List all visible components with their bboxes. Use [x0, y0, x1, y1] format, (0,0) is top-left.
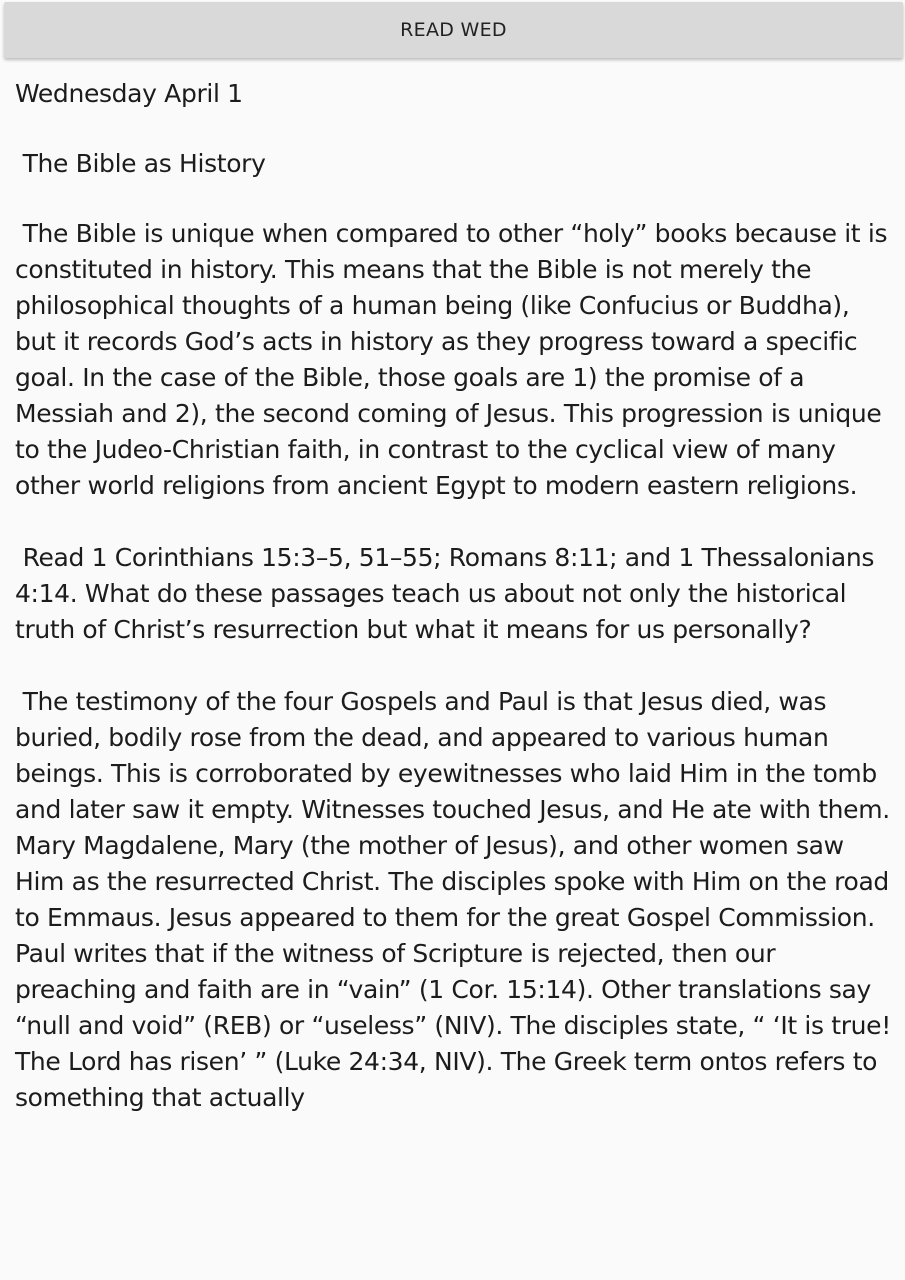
lesson-paragraph: The testimony of the four Gospels and Paul is that Jesus died, was buried, bodily rose from the dead, and appeared to various human beings. This is corroborated by eyewitnesses who laid Him in the tomb and later saw it empty. Witnesses touched Jesus, and He ate with them. Mary Magdalene, Mary (the mother of Jesus), and other women saw Him as the resurrected Christ. The disciples spoke with Him on the road to Emmaus. Jesus appeared to them for the great Gospel Commission. Paul writes that if the witness of Scripture is rejected, then our preaching and faith are in “vain” (1 Cor. 15:14). Other translations say “null and void” (REB) or “useless” (NIV). The disciples state, “ ‘It is true! The Lord has risen’ ” (Luke 24:34, NIV). The Greek term ontos refers to something that actually — [15, 687, 899, 1112]
lesson-date: Wednesday April 1 — [15, 79, 243, 108]
lesson-paragraph: Read 1 Corinthians 15:3–5, 51–55; Romans 8:11; and 1 Thessalonians 4:14. What do these passages teach us about not only the historical truth of Christ’s resurrection but what it means for us personally? — [15, 543, 882, 644]
lesson-content — [15, 76, 899, 1152]
lesson-paragraph: The Bible is unique when compared to other “holy” books because it is constituted in history. This means that the Bible is not merely the philosophical thoughts of a human being (like Confucius or Buddha), but it records God’s acts in history as they progress toward a specific goal. In the case of the Bible, those goals are 1) the promise of a Messiah and 2), the second coming of Jesus. This progression is unique to the Judeo-Christian faith, in contrast to the cyclical view of many other world religions from ancient Egypt to modern eastern religions. — [15, 219, 895, 500]
read-wed-label: READ WED — [400, 19, 507, 41]
lesson-title: The Bible as History — [15, 149, 266, 178]
read-wed-button[interactable] — [4, 2, 903, 58]
